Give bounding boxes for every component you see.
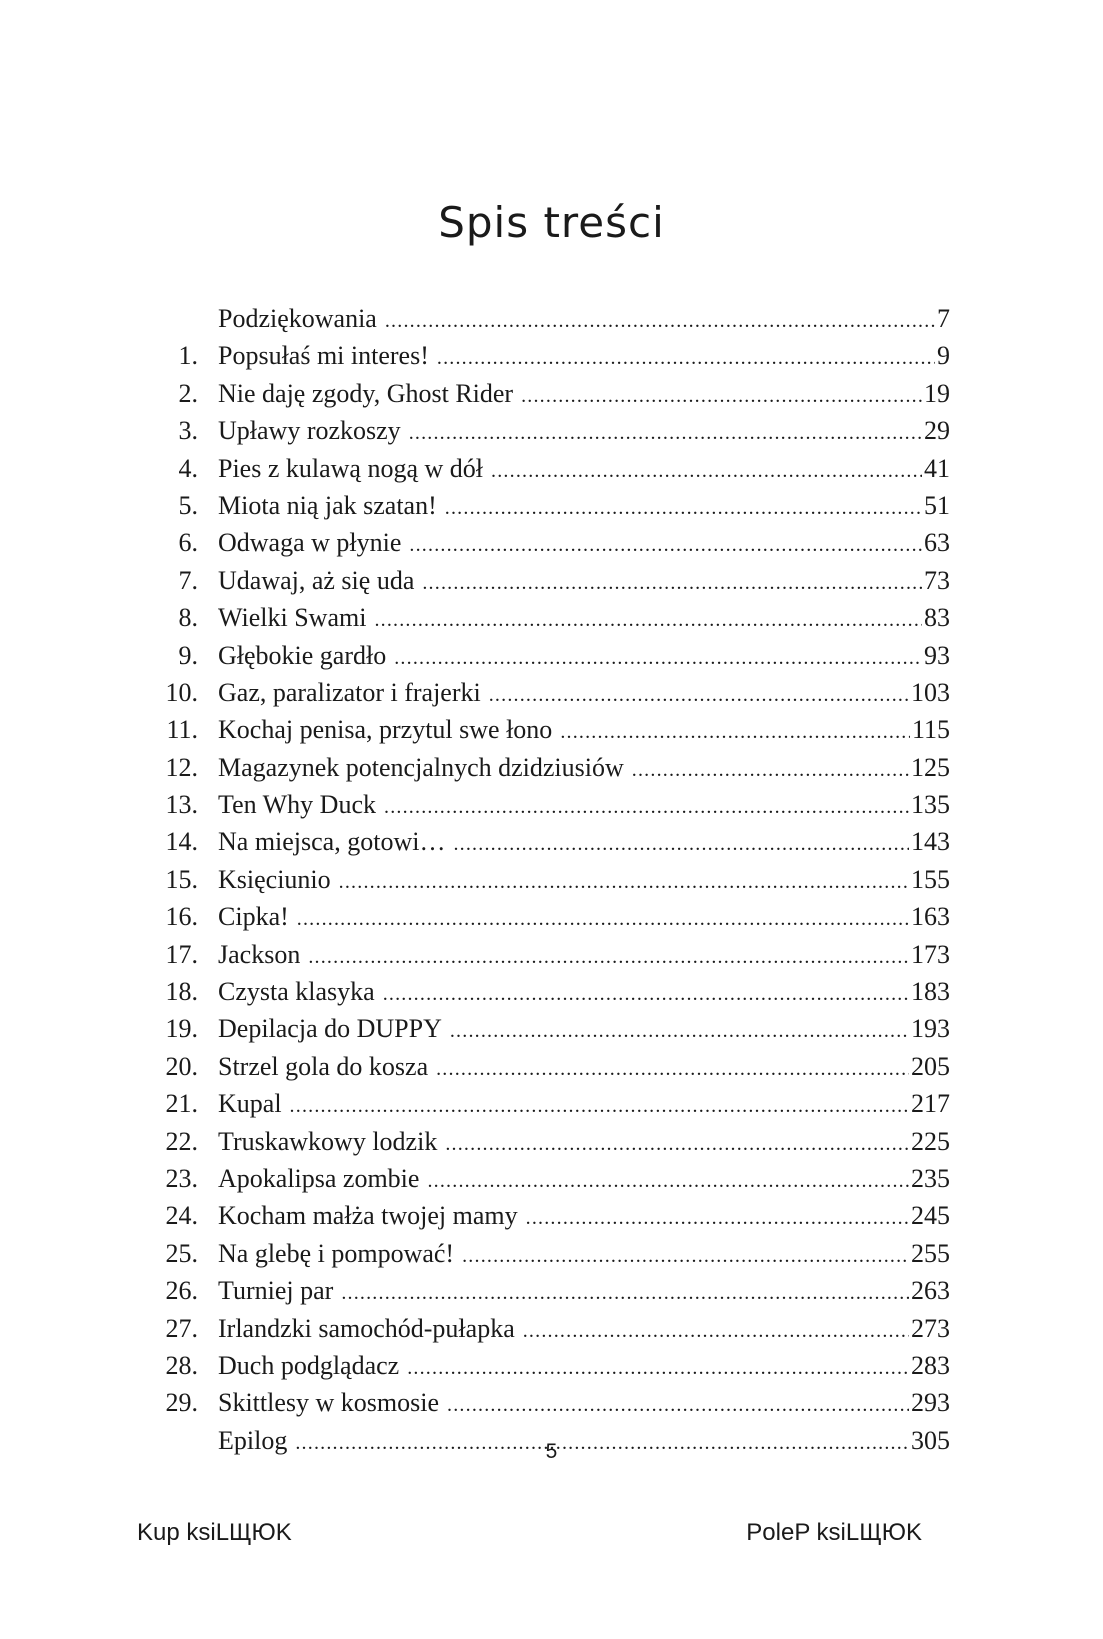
toc-chapter-number: 8. <box>178 603 198 633</box>
toc-chapter-number: 25. <box>165 1238 198 1268</box>
toc-chapter-title: Nie daję zgody, Ghost Rider <box>218 378 514 408</box>
toc-entry <box>150 1052 950 1089</box>
recommend-book-link[interactable]: PoleP ksiLЩЮK <box>746 1519 922 1546</box>
toc-entry <box>150 1239 950 1276</box>
toc-chapter-title: Udawaj, aż się uda <box>218 565 415 595</box>
toc-page-number: 155 <box>911 864 950 894</box>
toc-chapter-number: 16. <box>165 902 198 932</box>
toc-page-number: 255 <box>911 1238 950 1268</box>
toc-page-number: 143 <box>911 827 950 857</box>
toc-dot-leader <box>521 385 922 408</box>
toc-dot-leader <box>437 347 935 370</box>
toc-page-number: 103 <box>911 677 950 707</box>
toc-dot-leader <box>632 759 909 782</box>
toc-chapter-number: 20. <box>165 1051 198 1081</box>
toc-chapter-number: 19. <box>165 1014 198 1044</box>
toc-entry <box>150 416 950 453</box>
toc-entry <box>150 566 950 603</box>
toc-dot-leader <box>422 572 922 595</box>
toc-page-number: 245 <box>911 1201 950 1231</box>
toc-chapter-number: 17. <box>165 939 198 969</box>
toc-chapter-number: 11. <box>166 715 198 745</box>
toc-entry <box>150 827 950 864</box>
toc-dot-leader <box>339 871 909 894</box>
toc-chapter-title: Miota nią jak szatan! <box>218 490 437 520</box>
toc-page-number: 51 <box>924 490 950 520</box>
toc-chapter-number: 1. <box>178 341 198 371</box>
toc-dot-leader <box>450 1020 909 1043</box>
toc-dot-leader <box>394 647 922 670</box>
toc-dot-leader <box>409 422 922 445</box>
toc-chapter-number: 14. <box>165 827 198 857</box>
toc-chapter-number: 24. <box>165 1201 198 1231</box>
toc-dot-leader <box>526 1207 909 1230</box>
toc-dot-leader <box>407 1357 909 1380</box>
buy-book-link[interactable]: Kup ksiLЩЮK <box>137 1519 292 1546</box>
toc-dot-leader <box>447 1394 909 1417</box>
toc-page-number: 29 <box>924 416 950 446</box>
toc-entry <box>150 603 950 640</box>
toc-chapter-title: Depilacja do DUPPY <box>218 1014 442 1044</box>
toc-dot-leader <box>462 1245 909 1268</box>
toc-page-number: 93 <box>924 640 950 670</box>
toc-chapter-title: Gaz, paralizator i frajerki <box>218 677 481 707</box>
toc-page-number: 7 <box>937 304 950 333</box>
toc-entry <box>150 865 950 902</box>
toc-chapter-title: Głębokie gardło <box>218 640 387 670</box>
toc-page-number: 19 <box>924 378 950 408</box>
toc-page-number: 263 <box>911 1276 950 1306</box>
toc-chapter-number: 22. <box>165 1126 198 1156</box>
toc-chapter-number: 2. <box>178 378 198 408</box>
toc-dot-leader <box>489 684 909 707</box>
toc-entry <box>150 902 950 939</box>
toc-dot-leader <box>409 534 922 557</box>
toc-entry <box>150 379 950 416</box>
toc-chapter-number: 13. <box>165 790 198 820</box>
toc-chapter-number: 18. <box>165 977 198 1007</box>
table-of-contents <box>150 304 950 1463</box>
toc-chapter-title: Cipka! <box>218 902 289 932</box>
toc-entry <box>150 1314 950 1351</box>
toc-page-number: 205 <box>911 1051 950 1081</box>
toc-dot-leader <box>341 1282 909 1305</box>
toc-page-number: 225 <box>911 1126 950 1156</box>
toc-page-number: 305 <box>911 1425 950 1455</box>
toc-chapter-title: Pies z kulawą nogą w dół <box>218 453 484 483</box>
toc-chapter-title: Popsułaś mi interes! <box>218 341 429 371</box>
toc-chapter-title: Duch podglądacz <box>218 1350 400 1380</box>
toc-chapter-title: Upławy rozkoszy <box>218 416 401 446</box>
toc-chapter-number: 21. <box>165 1089 198 1119</box>
toc-dot-leader <box>290 1095 909 1118</box>
toc-page-number: 283 <box>911 1350 950 1380</box>
toc-page-number: 83 <box>924 603 950 633</box>
toc-page-number: 293 <box>911 1388 950 1418</box>
toc-dot-leader <box>445 497 922 520</box>
toc-page-number: 217 <box>911 1089 950 1119</box>
toc-dot-leader <box>374 609 922 632</box>
toc-chapter-number: 27. <box>165 1313 198 1343</box>
toc-entry <box>150 1089 950 1126</box>
toc-chapter-number: 15. <box>165 864 198 894</box>
toc-chapter-title: Wielki Swami <box>218 603 367 633</box>
toc-entry <box>150 1351 950 1388</box>
toc-entry <box>150 304 950 341</box>
toc-chapter-title: Truskawkowy lodzik <box>218 1126 438 1156</box>
toc-entry <box>150 1014 950 1051</box>
toc-dot-leader <box>385 310 935 333</box>
toc-entry <box>150 341 950 378</box>
toc-entry <box>150 977 950 1014</box>
toc-dot-leader <box>297 908 909 931</box>
toc-page-number: 273 <box>911 1313 950 1343</box>
toc-chapter-title: Kochaj penisa, przytul swe łono <box>218 715 553 745</box>
toc-chapter-title: Kocham małża twojej mamy <box>218 1201 518 1231</box>
toc-entry <box>150 753 950 790</box>
toc-chapter-title: Irlandzki samochód-pułapka <box>218 1313 515 1343</box>
toc-entry <box>150 678 950 715</box>
toc-chapter-number: 6. <box>178 528 198 558</box>
toc-chapter-number: 4. <box>178 453 198 483</box>
toc-entry <box>150 454 950 491</box>
toc-dot-leader <box>445 1133 909 1156</box>
toc-chapter-number: 12. <box>165 752 198 782</box>
toc-page-number: 9 <box>937 341 950 371</box>
toc-dot-leader <box>384 796 909 819</box>
toc-entry <box>150 1164 950 1201</box>
toc-page-number: 235 <box>911 1163 950 1193</box>
toc-chapter-number: 10. <box>165 677 198 707</box>
toc-chapter-title: Jackson <box>218 939 301 969</box>
toc-page-number: 163 <box>911 902 950 932</box>
toc-entry <box>150 491 950 528</box>
toc-page-number: 41 <box>924 453 950 483</box>
toc-chapter-number: 26. <box>165 1276 198 1306</box>
toc-chapter-title: Apokalipsa zombie <box>218 1163 420 1193</box>
toc-page-number: 135 <box>911 790 950 820</box>
toc-dot-leader <box>308 946 909 969</box>
toc-dot-leader <box>383 983 909 1006</box>
toc-chapter-number: 5. <box>178 490 198 520</box>
toc-entry <box>150 1127 950 1164</box>
toc-page-number: 193 <box>911 1014 950 1044</box>
toc-chapter-number: 3. <box>178 416 198 446</box>
toc-dot-leader <box>491 460 922 483</box>
toc-chapter-number: 29. <box>165 1388 198 1418</box>
toc-entry <box>150 1388 950 1425</box>
toc-page-number: 125 <box>911 752 950 782</box>
toc-chapter-title: Ten Why Duck <box>218 790 376 820</box>
toc-chapter-title: Na glebę i pompować! <box>218 1238 455 1268</box>
toc-chapter-title: Na miejsca, gotowi… <box>218 827 446 857</box>
toc-dot-leader <box>427 1170 909 1193</box>
toc-chapter-title: Podziękowania <box>218 304 377 333</box>
toc-page-number: 63 <box>924 528 950 558</box>
toc-chapter-title: Turniej par <box>218 1276 334 1306</box>
toc-dot-leader <box>453 833 909 856</box>
toc-chapter-number: 7. <box>178 565 198 595</box>
toc-entry <box>150 715 950 752</box>
toc-dot-leader <box>523 1320 909 1343</box>
page-number: 5 <box>545 1440 558 1463</box>
toc-entry <box>150 1276 950 1313</box>
toc-chapter-title: Czysta klasyka <box>218 977 375 1007</box>
toc-chapter-title: Epilog <box>218 1425 288 1455</box>
toc-chapter-title: Księciunio <box>218 864 331 894</box>
toc-dot-leader <box>436 1058 909 1081</box>
toc-entry <box>150 940 950 977</box>
toc-chapter-title: Kupal <box>218 1089 282 1119</box>
toc-entry <box>150 790 950 827</box>
toc-page-number: 173 <box>911 939 950 969</box>
toc-entry <box>150 1201 950 1238</box>
toc-chapter-number: 9. <box>178 640 198 670</box>
toc-entry <box>150 528 950 565</box>
toc-page-number: 73 <box>924 565 950 595</box>
toc-chapter-title: Skittlesy w kosmosie <box>218 1388 440 1418</box>
page-title: Spis treści <box>438 198 665 247</box>
toc-chapter-number: 23. <box>165 1163 198 1193</box>
toc-chapter-title: Odwaga w płynie <box>218 528 402 558</box>
toc-chapter-number: 28. <box>165 1350 198 1380</box>
toc-page-number: 183 <box>911 977 950 1007</box>
toc-chapter-title: Magazynek potencjalnych dzidziusiów <box>218 752 624 782</box>
toc-page-number: 115 <box>911 715 950 745</box>
toc-entry <box>150 641 950 678</box>
toc-dot-leader <box>560 721 910 744</box>
toc-chapter-title: Strzel gola do kosza <box>218 1051 429 1081</box>
